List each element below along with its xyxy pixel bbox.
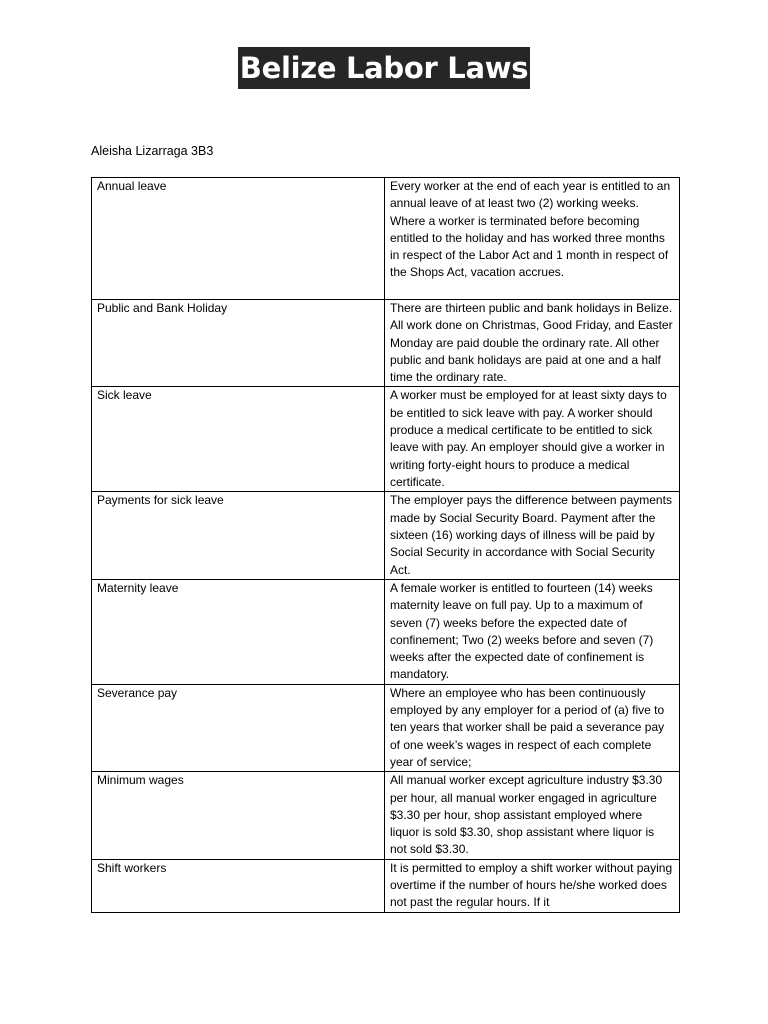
- law-description: A female worker is entitled to fourteen (14) weeks maternity leave on full pay. Up to a maximum of seven (7) weeks before the expected date of confinement; Two (2) weeks before and seven (7) weeks after the expected date of confinement is mandatory.: [385, 579, 680, 684]
- table-row: [92, 579, 680, 684]
- law-term: Payments for sick leave: [92, 492, 385, 579]
- law-description: All manual worker except agriculture industry $3.30 per hour, all manual worker engaged in agriculture $3.30 per hour, shop assistant employed where liquor is sold $3.30, shop assistant where liquor is not sold $3.30.: [385, 772, 680, 859]
- author-line: Aleisha Lizarraga 3B3: [91, 144, 214, 158]
- document-title: Belize Labor Laws: [238, 47, 530, 89]
- labor-laws-table: [91, 177, 680, 913]
- law-term: Minimum wages: [92, 772, 385, 859]
- law-term: Annual leave: [92, 178, 385, 300]
- law-description-text: It is permitted to employ a shift worker without paying overtime if the number of hours he/she worked does not past the regular hours. If it: [390, 860, 673, 910]
- law-description: Where an employee who has been continuously employed by any employer for a period of (a) five to ten years that worker shall be paid a severance pay of one week’s wages in respect of each complete year of service;: [385, 684, 680, 771]
- law-description: Every worker at the end of each year is entitled to an annual leave of at least two (2) working weeks. Where a worker is terminated before becoming entitled to the holiday and has worked three months in respect of the Labor Act and 1 month in respect of the Shops Act, vacation accrues.: [385, 178, 680, 300]
- table-row: [92, 387, 680, 492]
- table-row: [92, 772, 680, 859]
- title-container: [0, 47, 768, 89]
- law-description: The employer pays the difference between payments made by Social Security Board. Payment after the sixteen (16) working days of illness will be paid by Social Security in accordance with Social Security Act.: [385, 492, 680, 579]
- law-term: Severance pay: [92, 684, 385, 771]
- law-description: There are thirteen public and bank holidays in Belize. All work done on Christmas, Good Friday, and Easter Monday are paid double the ordinary rate. All other public and bank holidays are paid at one and a half time the ordinary rate.: [385, 300, 680, 387]
- law-term: Public and Bank Holiday: [92, 300, 385, 387]
- table-row: [92, 492, 680, 579]
- table-row: [92, 684, 680, 771]
- law-description: [385, 859, 680, 912]
- law-term: Maternity leave: [92, 579, 385, 684]
- table-row: [92, 178, 680, 300]
- table-row: [92, 859, 680, 912]
- law-term: Shift workers: [92, 859, 385, 912]
- table-row: [92, 300, 680, 387]
- law-description: A worker must be employed for at least sixty days to be entitled to sick leave with pay. A worker should produce a medical certificate to be entitled to sick leave with pay. An employer should give a worker in writing forty-eight hours to produce a medical certificate.: [385, 387, 680, 492]
- law-term: Sick leave: [92, 387, 385, 492]
